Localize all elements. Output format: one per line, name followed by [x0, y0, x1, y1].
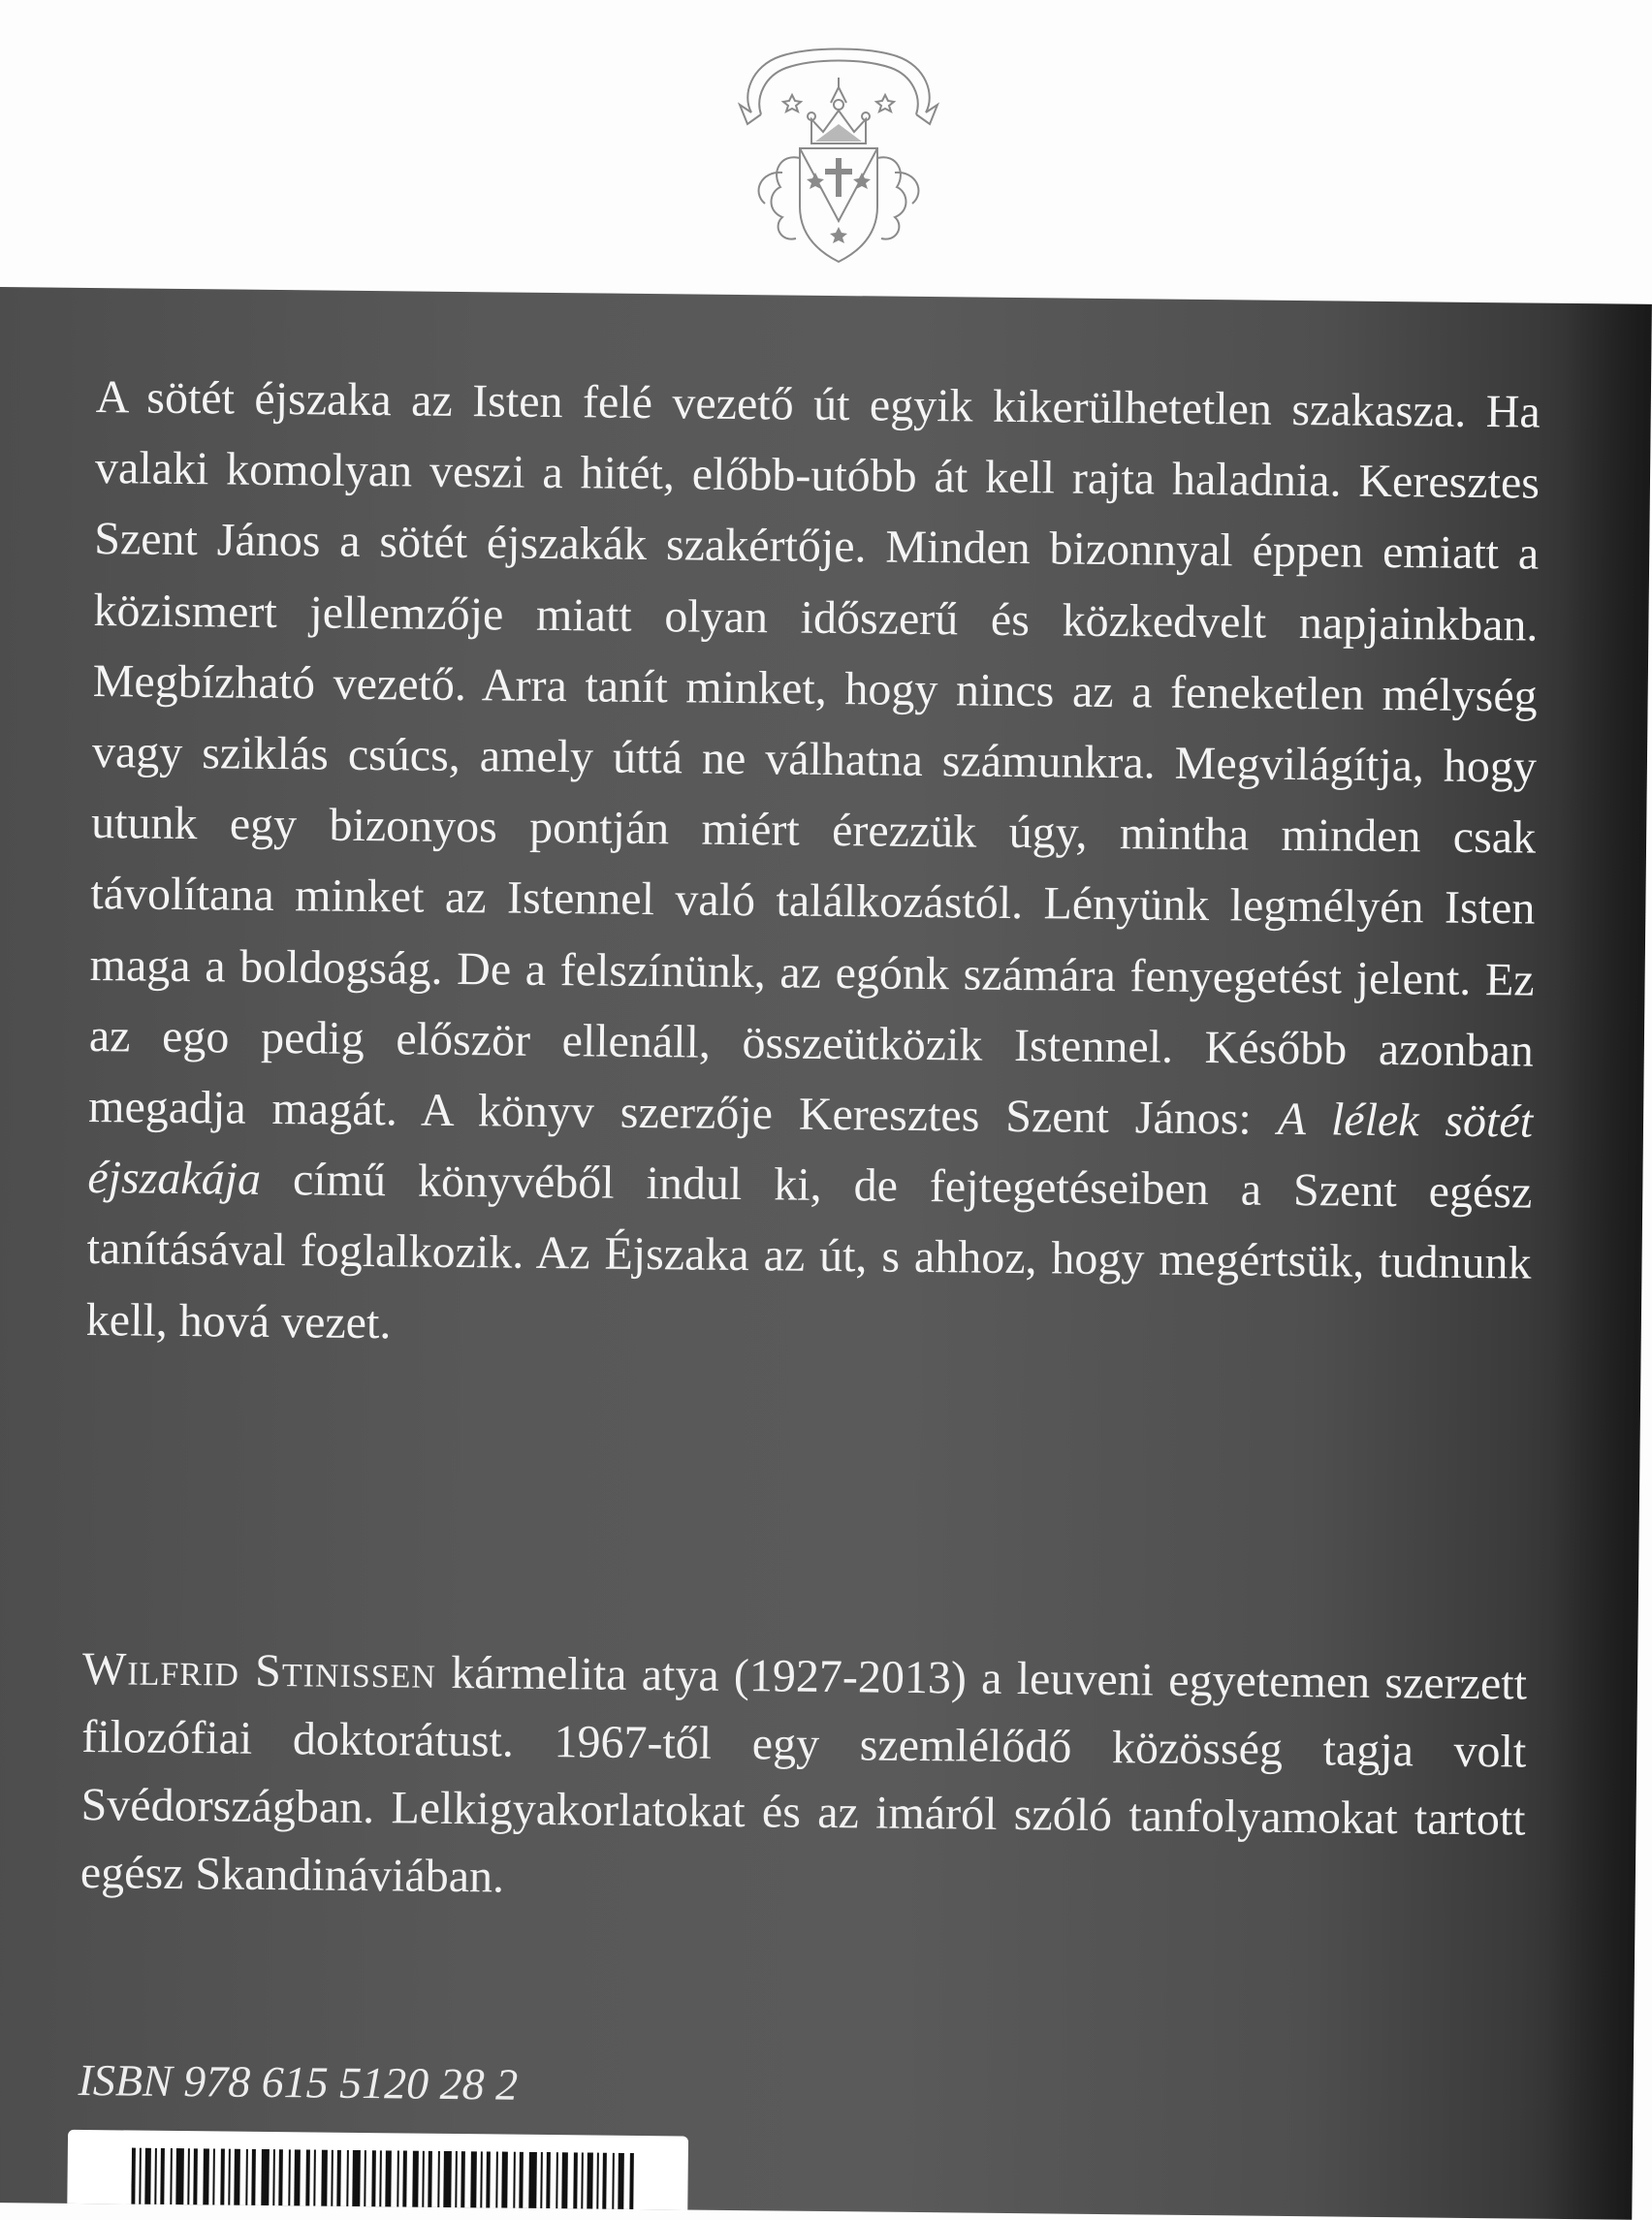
carmelite-coat-of-arms-icon — [722, 27, 955, 270]
cover-blurb — [85, 362, 1541, 1370]
barcode-label — [67, 2130, 688, 2220]
barcode-icon — [131, 2148, 636, 2220]
blurb-text-part-1: A sötét éjszaka az Isten felé vezető út egyik kikerülhetetlen szakasza. Ha valaki komolyan veszi a hitét, előbb-utóbb át kell rajta haladnia. Keresztes Szent János a sötét éjszakák szakértője. Minden bizonnyal éppen emiatt a közismert jellemzője miatt olyan időszerű és közkedvelt napjainkban. Megbízható vezető. Arra tanít minket, hogy nincs az a feneketlen mélység vagy sziklás csúcs, amely úttá ne válhatna számunkra. Megvilágítja, hogy utunk egy bizonyos pontján miért érezzük úgy, mintha minden csak távolítana minket az Istennel való találkozástól. Lényünk legmélyén Isten maga a boldogság. De a felszínünk, az egónk számára fenyegetést jelent. Ez az ego pedig először ellenáll, összeütközik Istennel. Később azonban megadja magát. A könyv szerzője Keresztes Szent János: — [87, 371, 1541, 1145]
cover-edge-shadow — [1544, 303, 1652, 2220]
isbn-number: ISBN 978 615 5120 28 2 — [78, 2054, 519, 2109]
back-cover — [0, 287, 1652, 2220]
author-bio-text: kármelita atya (1927-2013) a leuveni egyetemen szerzett filozófiai doktorátust. 1967-től egy szemlélődő közösség tagja volt Svédországban. Lelkigyakorlatokat és az imáról szóló tanfolyamokat tartott egész Skandináviában. — [79, 1646, 1528, 1903]
author-name: Wilfrid Stinissen — [81, 1642, 437, 1698]
author-bio — [80, 1635, 1528, 1922]
blurb-book-title: A lélek sötét éjszakája — [87, 1093, 1534, 1206]
blurb-text-part-2: című könyvéből indul ki, de fejtegetéseiben a Szent egész tanításával foglalkozik. Az Éjszaka az út, s ahhoz, hogy megértsük, tudnunk kell, hová vezet. — [85, 1154, 1533, 1348]
